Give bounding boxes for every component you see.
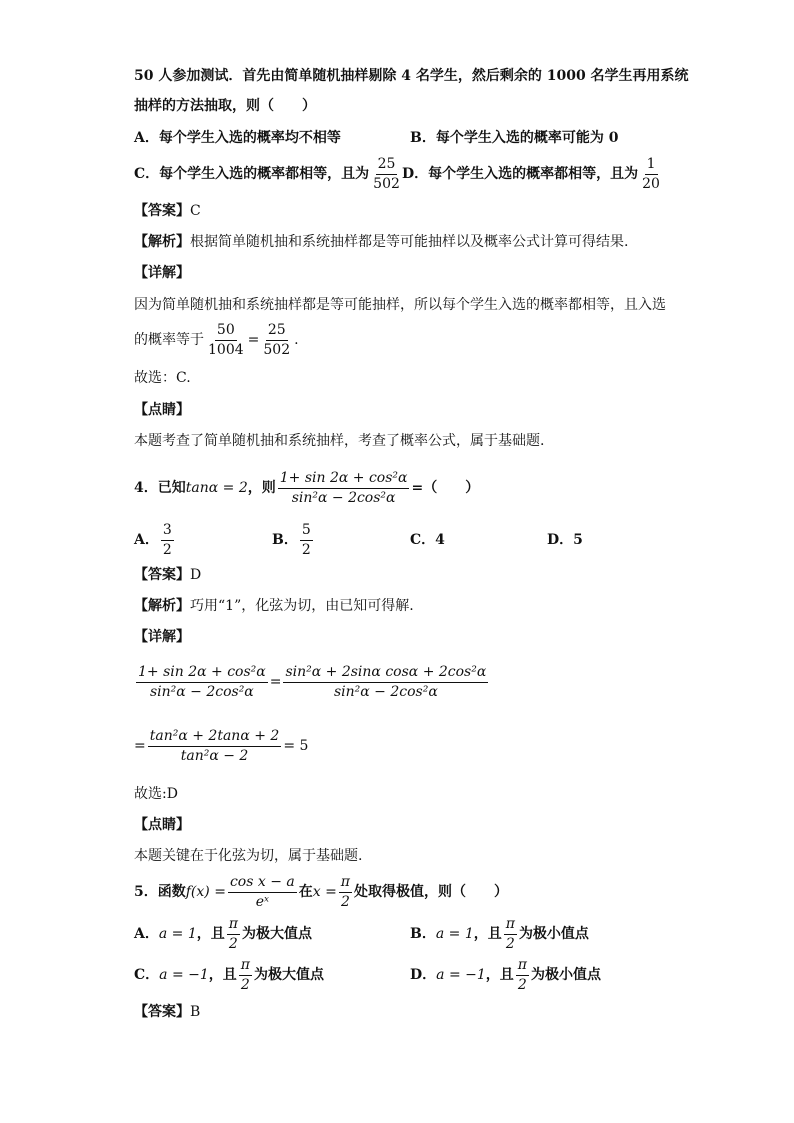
q4-option-c: C．4 xyxy=(410,532,445,548)
q4-stem: 4．已知tanα = 2，则 $\frac{\text{1+ sin 2α + cos²α}}{\text{sin²α − 2cos²α}}$ =（ ） xyxy=(134,470,480,506)
q3-detail-line2: 的概率等于 $\frac{50}{1004}$ = $\frac{25}{502}$ . xyxy=(134,322,299,358)
q3-detail-heading: 【详解】 xyxy=(134,265,190,281)
q3-option-c xyxy=(134,154,404,194)
q3-choice: 故选：C. xyxy=(134,370,191,386)
q4-option-a: A． $\frac{3}{2}$ xyxy=(134,522,172,558)
q4-choice: 故选:D xyxy=(134,786,178,802)
q5-stem: 5．函数f(x) = $\frac{\text{cos x − a}}{\text{eˣ}}$ 在x = $\frac{\pi}{2}$ 处取得极值，则（ ） xyxy=(134,874,508,910)
q3-answer: 【答案】C xyxy=(134,203,201,219)
q3-option-b: B．每个学生入选的概率可能为 0 xyxy=(410,130,619,146)
q4-comment-heading: 【点睛】 xyxy=(134,817,190,833)
q3-option-d-fraction: $\frac{1}{20}$ xyxy=(642,156,660,192)
q3-option-c-text: C．每个学生入选的概率都相等，且为 xyxy=(134,166,370,182)
q5-option-c: C．a = −1，且 $\frac{\pi}{2}$ 为极大值点 xyxy=(134,957,324,993)
q4-detail-heading: 【详解】 xyxy=(134,629,190,645)
q4-option-b: B． $\frac{5}{2}$ xyxy=(272,522,311,558)
q5-option-d: D．a = −1，且 $\frac{\pi}{2}$ 为极小值点 xyxy=(410,957,601,993)
q5-option-a: A．a = 1，且 $\frac{\pi}{2}$ 为极大值点 xyxy=(134,916,312,952)
q3-stem-line2: 抽样的方法抽取，则（ ） xyxy=(134,98,316,114)
q5-function-fraction: $\frac{\text{cos x − a}}{\text{eˣ}}$ xyxy=(229,874,295,910)
q4-option-d: D．5 xyxy=(547,532,583,548)
q4-answer: 【答案】D xyxy=(134,567,202,583)
q3-comment-heading: 【点睛】 xyxy=(134,402,190,418)
q4-stem-fraction: $\frac{\text{1+ sin 2α + cos²α}}{\text{sin²α − 2cos²α}}$ xyxy=(279,470,408,506)
q5-option-b: B．a = 1，且 $\frac{\pi}{2}$ 为极小值点 xyxy=(410,916,589,952)
q4-comment: 本题关键在于化弦为切，属于基础题. xyxy=(134,848,363,864)
q3-detail-line1: 因为简单随机抽和系统抽样都是等可能抽样，所以每个学生入选的概率都相等，且入选 xyxy=(134,297,666,313)
q3-comment: 本题考查了简单随机抽和系统抽样，考查了概率公式，属于基础题. xyxy=(134,433,545,449)
q3-option-d xyxy=(402,154,664,194)
q3-stem-line1: 50 人参加测试．首先由简单随机抽样剔除 4 名学生，然后剩余的 1000 名学生再用系统 xyxy=(134,68,689,84)
q3-option-c-fraction: $\frac{25}{502}$ xyxy=(373,156,400,192)
q4-equation-1: $\frac{\text{1+ sin 2α + cos²α}}{\text{sin²α − 2cos²α}}$ = $\frac{\text{sin²α + 2sinα cosα + 2cos²α}}{\text{sin²α − 2cos²α}}$ xyxy=(138,664,487,700)
q3-detail-fraction-1: $\frac{50}{1004}$ xyxy=(208,322,244,358)
q3-analysis: 【解析】根据简单随机抽和系统抽样都是等可能抽样以及概率公式计算可得结果. xyxy=(134,234,629,250)
q5-answer: 【答案】B xyxy=(134,1004,201,1020)
q4-condition: tanα = 2 xyxy=(185,480,248,496)
q4-analysis: 【解析】巧用“1”，化弦为切，由已知可得解. xyxy=(134,598,414,614)
q3-option-d-text: D．每个学生入选的概率都相等，且为 xyxy=(402,166,639,182)
q4-equation-2: = $\frac{\text{tan²α + 2tanα + 2}}{\text{tan²α − 2}}$ = 5 xyxy=(134,728,309,764)
q3-detail-fraction-2: $\frac{25}{502}$ xyxy=(263,322,291,358)
q3-option-a: A．每个学生入选的概率均不相等 xyxy=(134,130,341,146)
